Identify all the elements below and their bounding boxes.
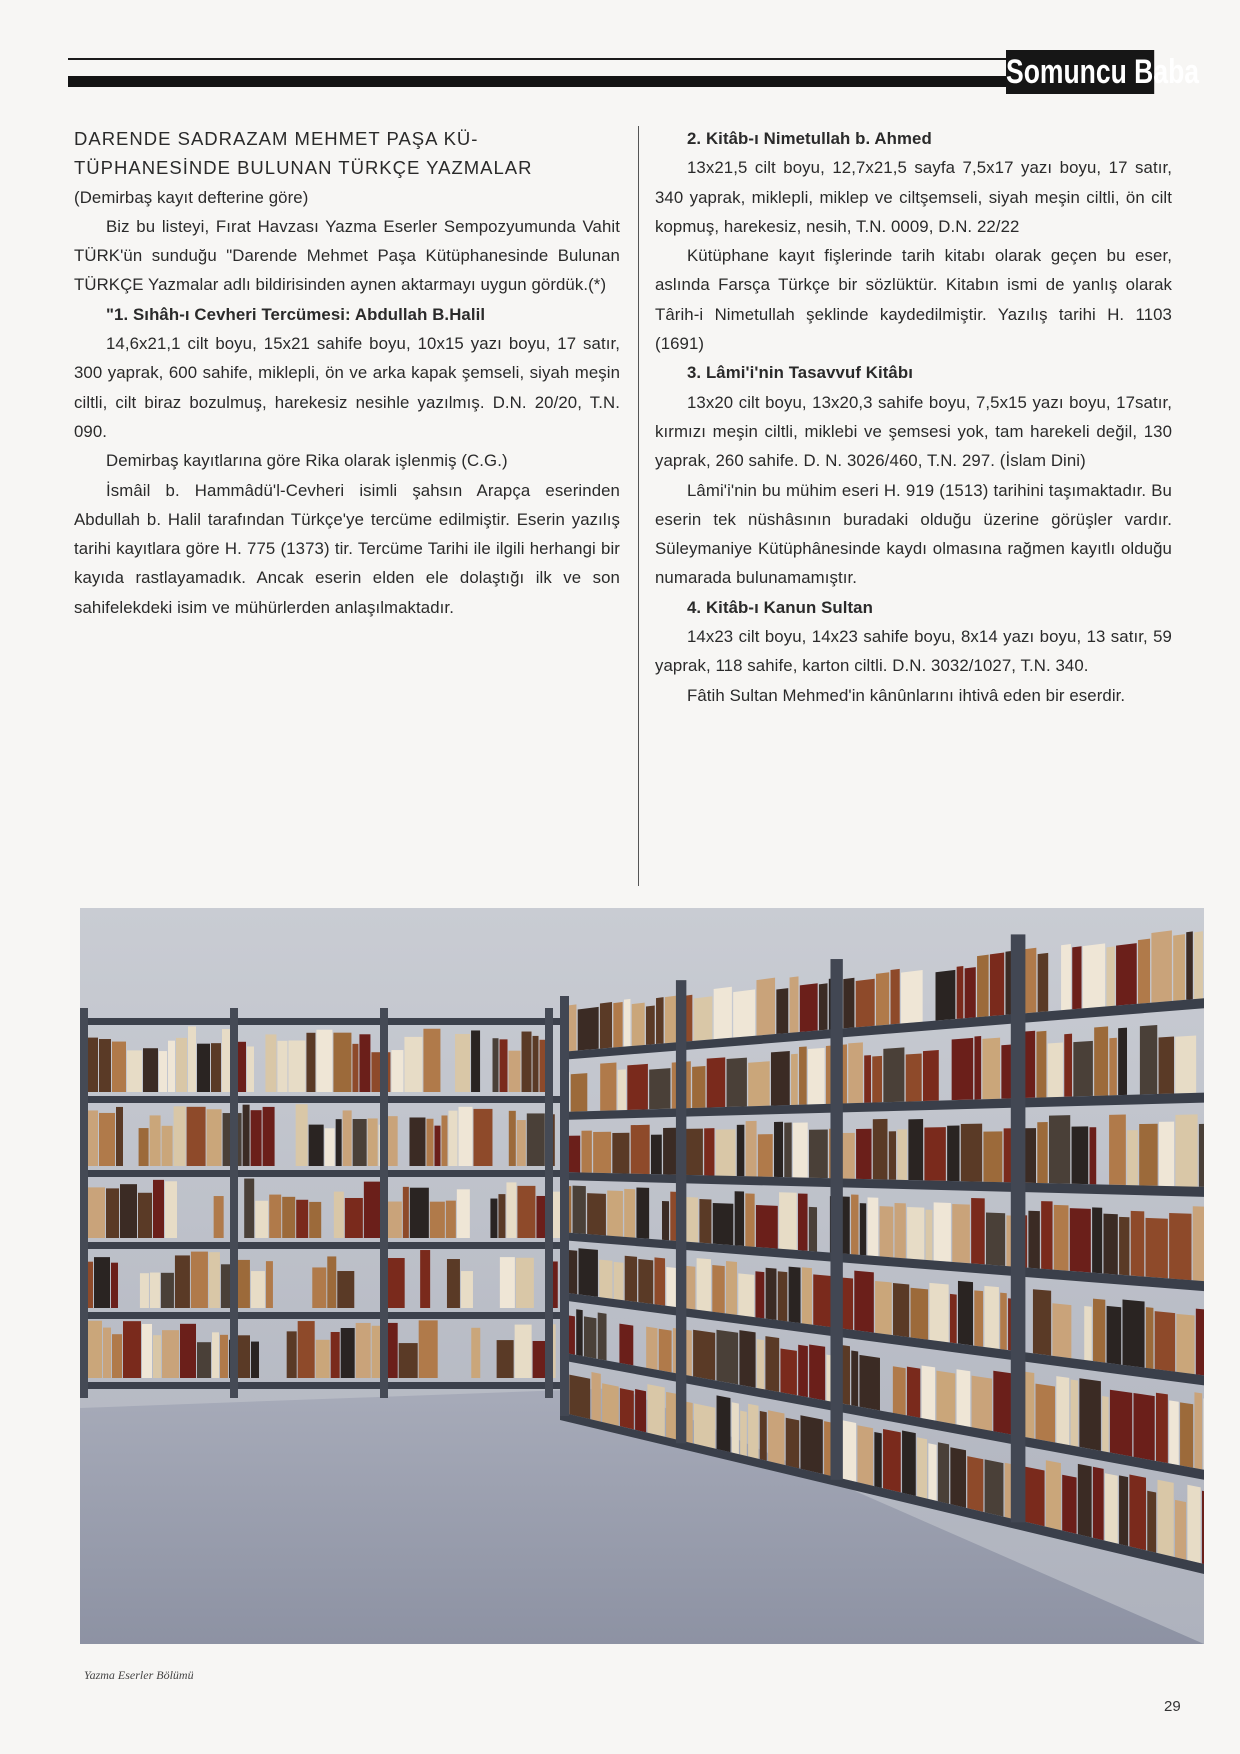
entry-4-heading: 4. Kitâb-ı Kanun Sultan: [687, 597, 873, 617]
page-number: 29: [1164, 1698, 1181, 1715]
entry-1-note: Demirbaş kayıtlarına göre Rika olarak işlenmiş (C.G.): [106, 451, 508, 471]
entry-4-description: 14x23 cilt boyu, 14x23 sahife boyu, 8x14 yazı boyu, 13 satır, 59 yaprak, 118 sahife, karton ciltli. D.N. 3032/1027, T.N. 340.: [655, 627, 1172, 676]
entry-1-heading: "1. Sıhâh-ı Cevheri Tercümesi: Abdullah B.Halil: [106, 304, 486, 324]
article-title-line1: DARENDE SADRAZAM MEHMET PAŞA KÜ-: [74, 128, 479, 149]
header-thin-rule: [68, 58, 1008, 60]
entry-3-description: 13x20 cilt boyu, 13x20,3 sahife boyu, 7,5x15 yazı boyu, 17satır, kırmızı meşin ciltli, miklebi ve şemsesi yok, tam harekeli değil, 130 yaprak, 260 sahife. D. N. 3026/460, T.N. 297. (İslam Dini): [655, 392, 1172, 471]
entry-1-details: İsmâil b. Hammâdü'l-Cevheri isimli şahsın Arapça eserinden Abdullah b. Halil tarafından Türkçe'ye tercüme edilmiştir. Eserin yazılış tarihi kayıtlara göre H. 775 (1373) tir. Tercüme Tarihi ile ilgili herhangi bir kayıda rastlayamadık. Ancak eserin elden ele dolaştığı ilk ve son sahifelekdeki isim ve mühürlerden anlaşılmaktadır.: [74, 480, 620, 617]
intro-paragraph: Biz bu listeyi, Fırat Havzası Yazma Eserler Sempozyumunda Vahit TÜRK'ün sunduğu "Darende Mehmet Paşa Kütüphanesinde Bulunan TÜRKÇE Yazmalar adlı bildirisinden aynen aktarmayı uygun gördük.(*): [74, 216, 620, 295]
entry-2-description: 13x21,5 cilt boyu, 12,7x21,5 sayfa 7,5x17 yazı boyu, 17 satır, 340 yaprak, miklepli, miklep ve ciltşemseli, siyah meşin ciltli, ön cilt kopmuş, harekesiz, nesih, T.N. 0009, D.N. 22/22: [655, 158, 1172, 236]
photo-caption: Yazma Eserler Bölümü: [84, 1668, 194, 1682]
header-thick-rule: [68, 76, 1008, 87]
magazine-name: Somuncu Baba: [1006, 50, 1154, 94]
entry-4-note: Fâtih Sultan Mehmed'in kânûnlarını ihtivâ eden bir eserdir.: [687, 685, 1126, 705]
article-subtitle: (Demirbaş kayıt defterine göre): [74, 187, 309, 207]
entry-1-description: 14,6x21,1 cilt boyu, 15x21 sahife boyu, 10x15 yazı boyu, 17 satır, 300 yaprak, 600 sahife, miklepli, ön ve arka kapak şemseli, siyah meşin ciltli, cilt biraz bozulmuş, harekesiz nesihle yazılmış. D.N. 20/20, T.N. 090.: [74, 334, 620, 441]
article-title-line2: TÜPHANESİNDE BULUNAN TÜRKÇE YAZMALAR: [74, 157, 533, 179]
left-column: [74, 124, 620, 622]
library-shelves-illustration: [80, 908, 1204, 1644]
entry-2-note: Kütüphane kayıt fişlerinde tarih kitabı olarak geçen bu eser, aslında Farsça Türkçe bir sözlüktür. Kitabın ismi de yanlış olarak Târih-i Nimetullah şeklinde kaydedilmiştir. Yazılış tarihi H. 1103 (1691): [655, 246, 1172, 354]
library-shelves-photo: [80, 908, 1204, 1644]
entry-2-heading: 2. Kitâb-ı Nimetullah b. Ahmed: [687, 129, 932, 148]
entry-3-note: Lâmi'i'nin bu mühim eseri H. 919 (1513) tarihini taşımaktadır. Bu eserin tek nüshâsının buradaki olduğu üzerine görüşler vardır. Süleymaniye Kütüphânesinde kaydı olmasına rağmen kayıtlı olduğu numarada bulunamamıştır.: [655, 480, 1172, 588]
entry-3-heading: 3. Lâmi'i'nin Tasavvuf Kitâbı: [687, 363, 913, 383]
masthead: [68, 50, 1200, 94]
column-divider: [638, 126, 639, 886]
right-column: [655, 124, 1172, 710]
